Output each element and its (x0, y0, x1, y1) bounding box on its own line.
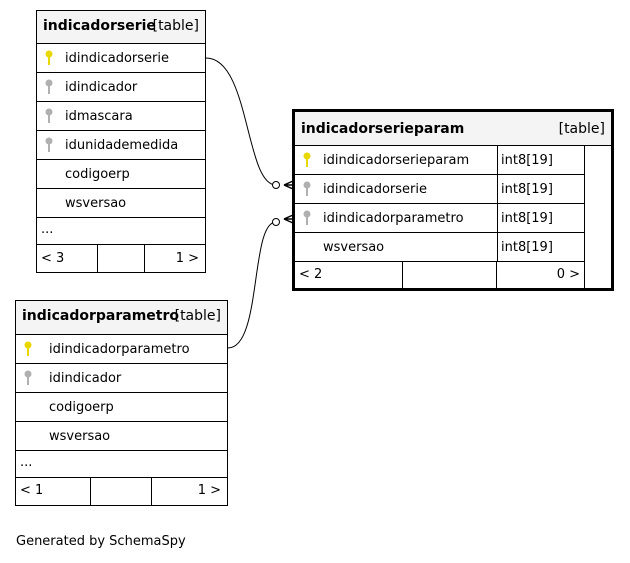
parents-count[interactable]: < 2 (299, 267, 323, 282)
primary-key-icon (303, 152, 311, 168)
more-columns-row (37, 218, 205, 245)
table-name: indicadorserieparam (301, 121, 465, 137)
table-name: indicadorparametro (22, 308, 179, 324)
column-name: codigoerp (49, 400, 114, 415)
column-type: int8[19] (501, 153, 553, 168)
column-name: idmascara (65, 109, 133, 124)
children-count[interactable]: 1 > (175, 251, 199, 266)
table-indicadorserieparam[interactable] (292, 109, 614, 291)
table-name: indicadorserie (43, 18, 156, 34)
table-header (37, 11, 205, 44)
relationship-line-end-circle (273, 219, 280, 226)
column-name: wsversao (323, 240, 385, 255)
column-name: codigoerp (65, 167, 130, 182)
foreign-key-icon (45, 108, 53, 124)
foreign-key-icon (24, 370, 32, 386)
table-header (16, 301, 227, 335)
column-row (37, 131, 205, 160)
column-name: idindicadorparametro (49, 342, 190, 357)
column-row (16, 364, 227, 393)
column-name: idindicadorparametro (323, 211, 464, 226)
column-row (37, 189, 205, 218)
table-footer (16, 478, 227, 505)
more-columns-ellipsis: ... (41, 222, 54, 237)
parents-count[interactable]: < 1 (20, 483, 44, 498)
children-count[interactable]: 1 > (197, 483, 221, 498)
column-name: idindicador (49, 371, 122, 386)
table-type: [table] (152, 18, 199, 34)
column-row (37, 160, 205, 189)
column-row (295, 233, 584, 262)
table-header (295, 112, 611, 146)
column-row (16, 335, 227, 364)
table-indicadorserie[interactable] (36, 10, 206, 273)
parents-count[interactable]: < 3 (41, 251, 65, 266)
column-name: idindicador (65, 80, 138, 95)
foreign-key-icon (45, 137, 53, 153)
table-footer (37, 245, 205, 272)
column-name: idunidademedida (65, 138, 179, 153)
column-type: int8[19] (501, 211, 553, 226)
generated-by-footer: Generated by SchemaSpy (16, 534, 186, 549)
column-row (37, 102, 205, 131)
relationship-line-indicadorparametro (228, 222, 276, 348)
column-name: wsversao (49, 429, 111, 444)
foreign-key-icon (303, 210, 311, 226)
column-type: int8[19] (501, 182, 553, 197)
column-row (295, 146, 584, 175)
column-name: wsversao (65, 196, 127, 211)
column-type: int8[19] (501, 240, 553, 255)
children-count[interactable]: 0 > (556, 267, 580, 282)
column-row (295, 204, 584, 233)
column-row (37, 73, 205, 102)
table-type: [table] (174, 308, 221, 324)
more-columns-row (16, 451, 227, 478)
column-name: idindicadorserie (323, 182, 427, 197)
table-type: [table] (558, 121, 605, 137)
column-row (37, 44, 205, 73)
relationship-line-indicadorserie (206, 58, 276, 185)
foreign-key-icon (303, 181, 311, 197)
foreign-key-icon (45, 79, 53, 95)
column-row (16, 422, 227, 451)
column-row (16, 393, 227, 422)
more-columns-ellipsis: ... (20, 455, 33, 470)
relationship-line-end-circle (273, 182, 280, 189)
primary-key-icon (45, 50, 53, 66)
table-indicadorparametro[interactable] (15, 300, 228, 506)
table-footer (295, 262, 584, 289)
primary-key-icon (24, 341, 32, 357)
column-name: idindicadorserie (65, 51, 169, 66)
column-row (295, 175, 584, 204)
column-name: idindicadorserieparam (323, 153, 470, 168)
